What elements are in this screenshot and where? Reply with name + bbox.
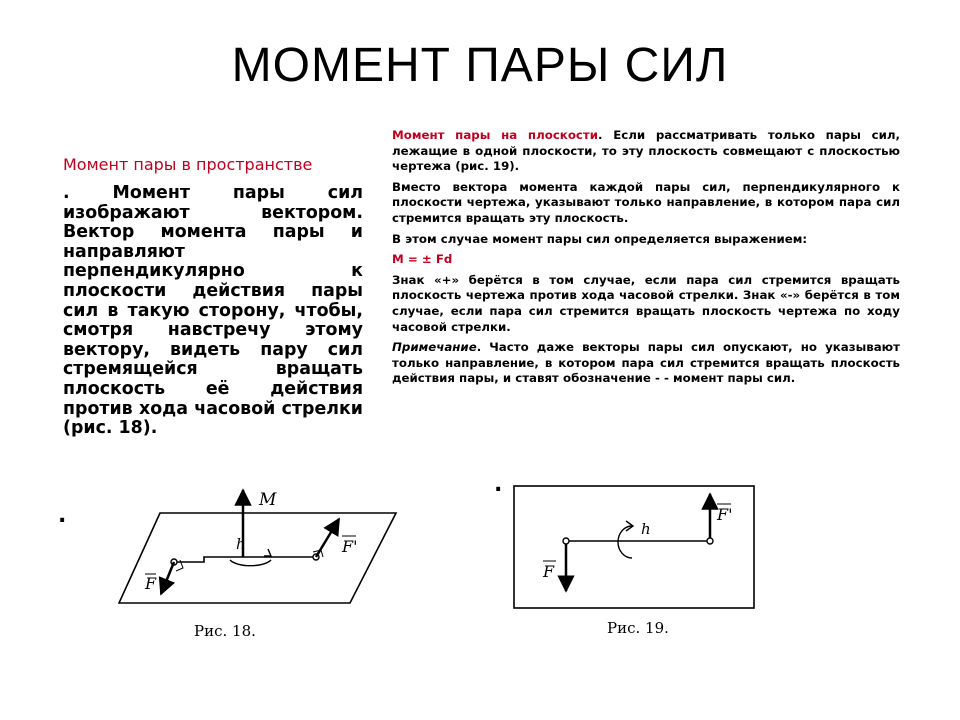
right-column: [392, 128, 900, 392]
action-plane: [119, 513, 396, 603]
plane-moment-paragraph: [392, 128, 900, 175]
moment-formula: M = ± Fd: [392, 252, 453, 267]
figure-18-caption: Рис. 18.: [194, 622, 256, 640]
label-F: F: [145, 574, 157, 593]
sign-rule-paragraph: Знак «+» берётся в том случае, если пара сил стремится вращать плоскость чертежа против хода часовой стрелки. Знак «-» берётся в том случае, если пара сил стремится вращать плоскость чертежа по ходу часовой стрелки.: [392, 272, 900, 334]
point-B: [707, 538, 713, 544]
label-F-prime: F': [717, 505, 733, 524]
force-F: [161, 562, 174, 594]
plane-moment-text: . Если рассматривать только пары сил, лежащие в одной плоскости, то эту плоскость совмещают с плоскостью чертежа (рис. 19).: [392, 128, 900, 174]
figure-18-diagram: [118, 486, 398, 611]
space-moment-heading: Момент пары в пространстве: [63, 155, 313, 174]
rotation-arc: [618, 526, 632, 558]
note-label: Примечание: [392, 340, 477, 355]
space-moment-text: . Момент пары сил изображают вектором. Вектор момента пары и направляют перпендикулярно к плоскости действия пары сил в такую сторону, чтобы, смотря навстречу этому вектору, видеть пару сил стремящейся вращать плоскость её действия против хода часовой стрелки (рис. 18).: [63, 183, 363, 439]
slide-title: МОМЕНТ ПАРЫ СИЛ: [231, 39, 729, 92]
note-text: . Часто даже векторы пары сил опускают, но указывают только направление, в котором пара сил стремится вращать плоскость действия пары, и ставят обозначение - - момент пары сил.: [392, 340, 900, 386]
force-F-prime: [316, 519, 339, 557]
lever-arm: [566, 541, 710, 542]
label-M: M: [259, 490, 277, 510]
point-A: [563, 538, 569, 544]
lever-arm: [175, 557, 316, 562]
rotation-arc-head: [264, 549, 271, 556]
label-F-prime: F': [342, 537, 358, 556]
expression-paragraph: В этом случае момент пары сил определяется выражением:: [392, 231, 808, 246]
label-F: F: [543, 562, 555, 581]
left-column: [63, 155, 363, 439]
label-h: h: [236, 535, 246, 553]
left-bullet: .: [58, 503, 67, 528]
right-bullet: .: [494, 472, 503, 497]
figure-19-caption: Рис. 19.: [607, 619, 669, 637]
plane-moment-heading: Момент пары на плоскости: [392, 128, 599, 142]
note-paragraph: [392, 340, 900, 387]
rotation-arc: [230, 560, 271, 566]
figure-19-diagram: [512, 484, 756, 612]
direction-paragraph: Вместо вектора момента каждой пары сил, перпендикулярного к плоскости чертежа, указывают только направление, в котором пара сил стремится вращать эту плоскость.: [392, 179, 900, 225]
label-h: h: [641, 520, 651, 538]
